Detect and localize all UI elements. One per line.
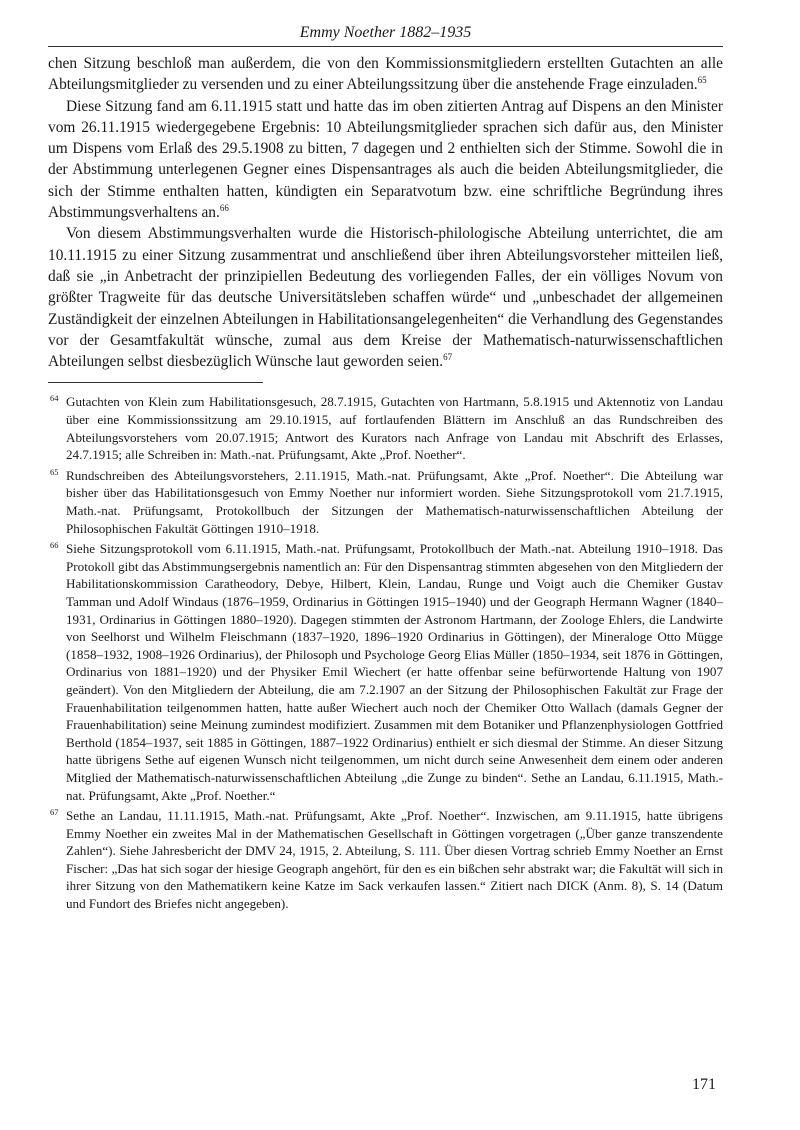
footnote-ref[interactable]: 67 <box>443 352 453 363</box>
footnote-ref[interactable]: 66 <box>219 202 229 213</box>
footnotes <box>48 393 723 912</box>
paragraph-text: Diese Sitzung fand am 6.11.1915 statt und hatte das im oben zitierten Antrag auf Dispens an den Minister vom 26.11.1915 wiedergegebene Ergebnis: 10 Abteilungsmitglieder sprachen sich dafür aus, den Minister um Dispens vom Erlaß des 29.5.1908 zu bitten, 7 dagegen und 2 enthielten sich der Stimme. Sowohl die in der Abstimmung unterlegenen Gegner eines Dispensantrages als auch die beiden Abteilungsmitglieder, die sich der Stimme enthalten hatten, kündigten ein Separatvotum bzw. eine schriftliche Begründung ihres Abstimmungsverhaltens an. <box>48 97 723 222</box>
footnote-number: 64 <box>50 393 59 404</box>
main-text <box>48 53 723 372</box>
footnote-text: Gutachten von Klein zum Habilitationsgesuch, 28.7.1915, Gutachten von Hartmann, 5.8.1915 und Aktennotiz von Landau über eine Kommissionssitzung am 29.10.1915, auf fortlaufenden Blättern im Anschluß an das Rundschreiben des Abteilungsvorstehers vom 20.07.1915; Antwort des Kurators nach Anfrage von Landau mit Abschrift des Erlasses, 24.7.1915; alle Schreiben in: Math.-nat. Prüfungsamt, Akte „Prof. Noether“. <box>66 394 723 463</box>
footnote-ref[interactable]: 65 <box>697 75 707 86</box>
paragraph <box>48 53 723 96</box>
footnote-number: 67 <box>50 807 59 818</box>
footnote-text: Rundschreiben des Abteilungsvorstehers, 2.11.1915, Math.-nat. Prüfungsamt, Akte „Prof. Noether“. Die Abteilung war bisher über das Habilitationsgesuch von Emmy Noether nur informiert worden. Siehe Sitzungsprotokoll vom 21.7.1915, Math.-nat. Prüfungsamt, Protokollbuch der Sitzungen der Mathematisch-naturwissenschaftlichen Abteilung der Philosophischen Fakultät Göttingen 1910–1918. <box>66 467 723 536</box>
header-rule <box>48 46 723 47</box>
paragraph <box>48 223 723 372</box>
paragraph <box>48 96 723 224</box>
footnote-separator <box>48 382 263 383</box>
footnote-number: 66 <box>50 540 59 551</box>
page-number: 171 <box>692 1076 716 1093</box>
footnote <box>48 807 723 913</box>
footnote <box>48 393 723 463</box>
paragraph-text: Von diesem Abstimmungsverhalten wurde die Historisch-philologische Abteilung unterrichtet, die am 10.11.1915 zu einer Sitzung zusammentrat und anschließend über ihren Abteilungsvorsteher mitteilen ließ, daß sie „in Anbetracht der prinzipiellen Bedeutung des vorliegenden Falles, der ein völliges Novum von größter Tragweite für das deutsche Universitätsleben schaffen würde“ und „unbeschadet der allgemeinen Zuständigkeit der einzelnen Abteilungen in Habilitationsangelegenheiten“ die Verhandlung des Gegenstandes vor der Gesamtfakultät wünsche, zumal aus dem Kreise der Mathematisch-naturwissenschaftlichen Abteilungen selbst diesbezüglich Wünsche laut geworden seien. <box>48 225 723 371</box>
footnote-number: 65 <box>50 466 59 477</box>
running-head: Emmy Noether 1882–1935 <box>299 24 472 41</box>
footnote <box>48 467 723 537</box>
paragraph-text: chen Sitzung beschloß man außerdem, die von den Kommissionsmitgliedern erstellten Gutachten an alle Abteilungsmitglieder zu versenden und zu einer Abteilungssitzung über die anstehende Frage einzuladen. <box>48 55 723 94</box>
footnote-text: Sethe an Landau, 11.11.1915, Math.-nat. Prüfungsamt, Akte „Prof. Noether“. Inzwischen, am 9.11.1915, hatte übrigens Emmy Noether ein zweites Mal in der Mathematischen Gesellschaft in Göttingen vorgetragen („Über ganze transzendente Zahlen“). Siehe Jahresbericht der DMV 24, 1915, 2. Abteilung, S. 111. Über diesen Vortrag schrieb Emmy Noether an Ernst Fischer: „Das hat sich sogar der hiesige Geograph angehört, für den es ein bißchen sehr abstrakt war; die Fakultät will sich in ihrer Sitzung von den Mathematikern keine Katze im Sack verkaufen lassen.“ Zitiert nach DICK (Anm. 8), S. 14 (Datum und Fundort des Briefes nicht angegeben). <box>66 808 723 912</box>
book-page <box>48 22 723 916</box>
footnote <box>48 540 723 804</box>
footnote-text: Siehe Sitzungsprotokoll vom 6.11.1915, Math.-nat. Prüfungsamt, Protokollbuch der Math.-nat. Abteilung 1910–1918. Das Protokoll gibt das Abstimmungsergebnis namentlich an: Für den Dispensantrag stimmten abgesehen von den Mitgliedern der Habilitationskommission Caratheodory, Debye, Hilbert, Klein, Landau, Runge und Voigt auch die Chemiker Gustav Tamman und Adolf Windaus (1876–1959, Ordinarius in Göttingen 1915–1940) und der Geograph Hermann Wagner (1840–1931, Ordinarius in Göttingen 1880–1920). Dagegen stimmten der Astronom Hartmann, der Zoologe Ehlers, die Landwirte von Seelhorst und Wilhelm Fleischmann (1837–1920, 1896–1920 Ordinarius in Göttingen), der Mineraloge Otto Mügge (1858–1932, 1908–1926 Ordinarius), der Philosoph und Psychologe Georg Elias Müller (1850–1934, seit 1876 in Göttingen, Ordinarius von 1881–1920) und der Physiker Emil Wiechert (er hatte offenbar seine befürwortende Haltung von 1907 geändert). Von den Mitgliedern der Abteilung, die am 7.2.1907 an der Sitzung der Philosophischen Fakultät zur Frage der Frauenhabilitation teilgenommen hatten, hatte außer Wiechert auch noch der Chemiker Otto Wallach (damals Gegner der Frauenhabilitation) seine Meinung zumindest modifiziert. Zusammen mit dem Botaniker und Pflanzenphysiologen Gottfried Berthold (1854–1937, seit 1885 in Göttingen, 1887–1922 Ordinarius) enthielt er sich diesmal der Stimme. An dieser Sitzung hatte übrigens Sethe auf eigenen Wunsch nicht teilgenommen, um nicht durch seine Anwesenheit dem einem oder anderen Mitglied der Mathematisch-naturwissenschaftlichen Abteilung „die Zunge zu binden“. Sethe an Landau, 6.11.1915, Math.-nat. Prüfungsamt, Akte „Prof. Noether.“ <box>66 541 723 803</box>
